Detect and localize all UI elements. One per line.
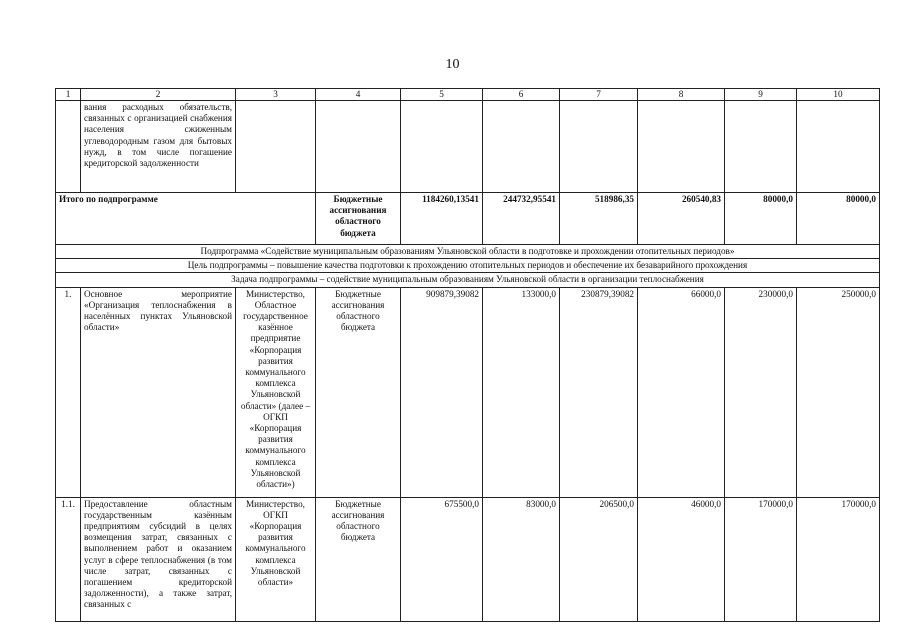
header-cell: 8 [638,89,725,101]
cell-value [401,101,483,193]
cell-num: 1. [56,287,81,497]
cell-value: 230000,0 [725,287,797,497]
cell-value: 83000,0 [483,497,560,621]
cell-value [797,101,880,193]
header-cell: 7 [560,89,638,101]
table-row-total [56,193,880,245]
header-cell: 5 [401,89,483,101]
header-cell: 10 [797,89,880,101]
subprogram-title: Подпрограмма «Содействие муниципальным образованиям Ульяновской области в подготовке и прохождении отопительных периодов» [56,245,880,259]
header-cell: 1 [56,89,81,101]
cell-value: 250000,0 [797,287,880,497]
cell-value: 46000,0 [638,497,725,621]
cell-value: 206500,0 [560,497,638,621]
cell-value: 1184260,13541 [401,193,483,245]
cell-source: Бюджетные ассигнования областного бюджета [316,193,401,245]
header-cell: 9 [725,89,797,101]
cell-exec: Министерство, ОГКП «Корпорация развития коммунального комплекса Ульяновской области» [236,497,316,621]
goal-row [56,259,880,273]
header-cell: 2 [81,89,236,101]
subprogram-task: Задача подпрограммы – содействие муниципальным образованиям Ульяновской области в организации теплоснабжения [56,273,880,287]
cell-value [560,101,638,193]
cell-value: 80000,0 [725,193,797,245]
cell-name: Предоставление областным государственным казённым предприятиям субсидий в целях возмещения затрат, связанных с выполнением работ и оказанием услуг в сфере теплоснабжения (в том числе затрат, связанных с погашением кредиторской задолженности), а также затрат, связанных с [81,497,236,621]
cell-value: 230879,39082 [560,287,638,497]
cell-value: 675500,0 [401,497,483,621]
cell-value: 518986,35 [560,193,638,245]
cell-exec [236,101,316,193]
cell-value: 80000,0 [797,193,880,245]
cell-source: Бюджетные ассигнования областного бюджета [316,497,401,621]
cell-value [638,101,725,193]
cell-value: 170000,0 [797,497,880,621]
cell-num [56,101,81,193]
budget-table [55,88,880,622]
total-label: Итого по подпрограмме [56,193,316,245]
cell-num: 1.1. [56,497,81,621]
task-row [56,273,880,287]
table-row-1-1 [56,497,880,621]
cell-name: Основное мероприятие «Организация теплоснабжения в населённых пунктах Ульяновской области» [81,287,236,497]
cell-source [316,101,401,193]
table-row-continuation [56,101,880,193]
cell-name: вания расходных обязательств, связанных с организацией снабжения населения сжиженным углеводородным газом для бытовых нужд, в том числе погашение кредиторской задолженности [81,101,236,193]
cell-value: 909879,39082 [401,287,483,497]
header-cell: 3 [236,89,316,101]
subprogram-row [56,245,880,259]
cell-value [483,101,560,193]
cell-value: 66000,0 [638,287,725,497]
page-number: 10 [445,57,460,72]
cell-value: 260540,83 [638,193,725,245]
cell-value: 244732,95541 [483,193,560,245]
cell-exec: Министерство, Областное государственное казённое предприятие «Корпорация развития коммунального комплекса Ульяновской области» (далее – ОГКП «Корпорация развития коммунального комплекса Ульяновской области») [236,287,316,497]
header-cell: 4 [316,89,401,101]
subprogram-goal: Цель подпрограммы – повышение качества подготовки к прохождению отопительных периодов и обеспечение их безаварийного прохождения [56,259,880,273]
header-row [56,89,880,101]
header-cell: 6 [483,89,560,101]
table-row-1 [56,287,880,497]
cell-value: 133000,0 [483,287,560,497]
cell-source: Бюджетные ассигнования областного бюджета [316,287,401,497]
cell-value: 170000,0 [725,497,797,621]
cell-value [725,101,797,193]
